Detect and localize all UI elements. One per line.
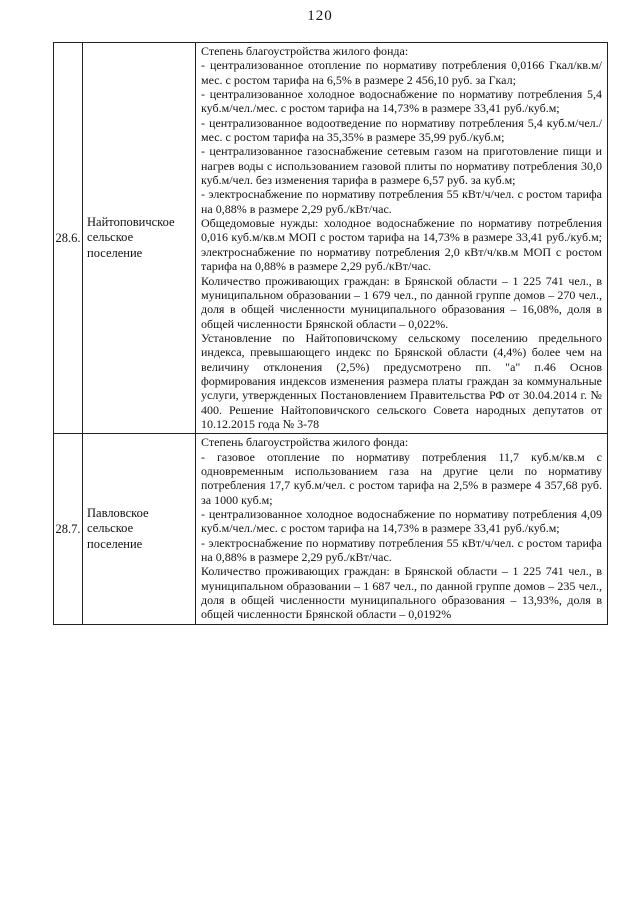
- settlement-description: [196, 434, 608, 624]
- page-number: 120: [307, 8, 333, 24]
- table-row-28-7: [54, 434, 608, 624]
- settlement-name: [83, 434, 196, 624]
- settlement-name-line: Павловское: [87, 505, 149, 520]
- settlements-table: [53, 42, 608, 625]
- description-paragraph: Установление по Найтоповичскому сельскому поселению предельного индекса, превышающего индекс по Брянской области (4,4%) более чем на величину отклонения (2,5%) предусмотрено пп. "а" п.46 Основ формирования индексов изменения размера платы граждан за коммунальные услуги, утвержденных Постановлением Правительства РФ от 30.04.2014 г. № 400. Решение Найтоповичского сельского Совета народных депутатов от 10.12.2015 года № 3-78: [201, 330, 602, 431]
- settlement-description: [196, 43, 608, 434]
- description-paragraph: - газовое отопление по нормативу потребления 11,7 куб.м/кв.м с одновременным использованием газа на другие цели по нормативу потребления 17,7 куб.м/чел. с ростом тарифа на 2,5% в размере 4 357,68 руб. за 1000 куб.м;: [201, 449, 602, 507]
- description-paragraph: - централизованное отопление по нормативу потребления 0,0166 Гкал/кв.м/мес. с ростом тарифа на 6,5% в размере 2 456,10 руб. за Гкал;: [201, 58, 602, 87]
- row-number: 28.7.: [54, 434, 83, 624]
- description-paragraph: Количество проживающих граждан: в Брянской области – 1 225 741 чел., в муниципальном образовании – 1 687 чел., по данной группе домов – 235 чел., доля в общей численности муниципального образования – 13,93%, доля в общей численности Брянской области – 0,0192%: [201, 564, 602, 622]
- row-number: 28.6.: [54, 43, 83, 434]
- settlement-name-line: поселение: [87, 536, 143, 551]
- description-paragraph: Степень благоустройства жилого фонда:: [201, 44, 409, 58]
- settlement-name-line: сельское: [87, 230, 134, 245]
- settlement-name-line: Найтоповичское: [87, 214, 175, 229]
- table-row-28-6: [54, 43, 608, 434]
- settlement-name-line: сельское: [87, 521, 134, 536]
- description-paragraph: Степень благоустройства жилого фонда:: [201, 435, 409, 450]
- description-paragraph: - централизованное холодное водоснабжение по нормативу потребления 5,4 куб.м/чел./мес. с ростом тарифа на 14,73% в размере 33,41 руб./куб.м;: [201, 87, 602, 116]
- settlement-name-line: поселение: [87, 245, 143, 260]
- description-paragraph: - электроснабжение по нормативу потребления 55 кВт/ч/чел. с ростом тарифа на 0,88% в размере 2,29 руб./кВт/час.: [201, 187, 602, 216]
- description-paragraph: Общедомовые нужды: холодное водоснабжение по нормативу потребления 0,016 куб.м/кв.м МОП с ростом тарифа на 14,73% в размере 33,41 руб./куб.м; электроснабжение по нормативу потребления 2,0 кВт/ч/кв.м МОП с ростом тарифа на 0,88% в размере 2,29 руб./кВт/час.: [201, 216, 602, 274]
- description-paragraph: - централизованное водоотведение по нормативу потребления 5,4 куб.м/чел./мес. с ростом тарифа на 35,35% в размере 35,99 руб./куб.м;: [201, 115, 602, 145]
- description-paragraph: - электроснабжение по нормативу потребления 55 кВт/ч/чел. с ростом тарифа на 0,88% в размере 2,29 руб./кВт/час.: [201, 535, 602, 565]
- description-paragraph: - централизованное холодное водоснабжение по нормативу потребления 4,09 куб.м/чел./мес. с ростом тарифа на 14,73% в размере 33,41 руб./куб.м;: [201, 507, 602, 536]
- description-paragraph: - централизованное газоснабжение сетевым газом на приготовление пищи и нагрев воды с использованием газовой плиты по нормативу потребления 30,0 куб.м/чел. без изменения тарифа в размере 6,57 руб. за куб.м;: [201, 144, 602, 188]
- settlement-name: [83, 43, 196, 434]
- description-paragraph: Количество проживающих граждан: в Брянской области – 1 225 741 чел., в муниципальном образовании – 1 679 чел., по данной группе домов – 270 чел., доля в общей численности муниципального образования – 16,08%, доля в общей численности Брянской области – 0,022%.: [201, 273, 602, 331]
